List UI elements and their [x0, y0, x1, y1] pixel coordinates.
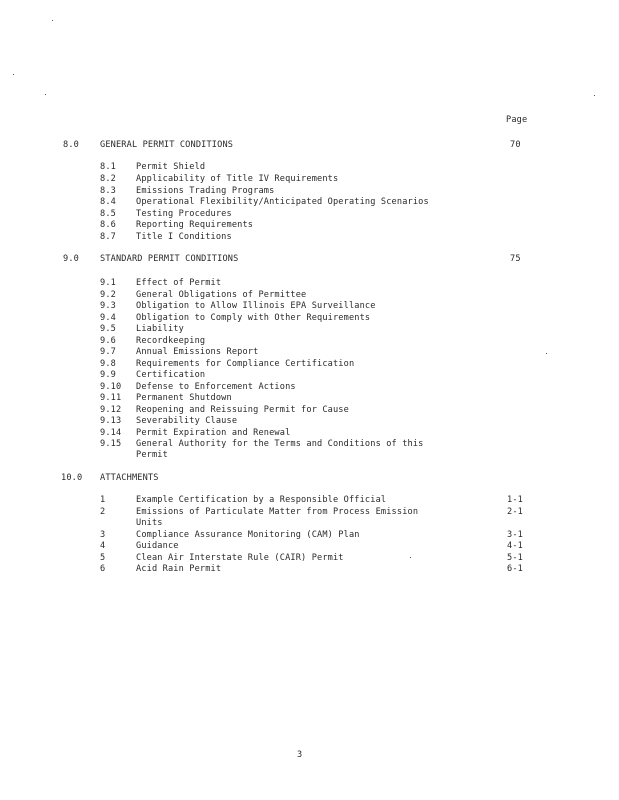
- attachment-page: 5-1: [507, 553, 523, 563]
- toc-item-title: Testing Procedures: [136, 209, 232, 219]
- scan-speck: [546, 353, 547, 354]
- toc-item-title: General Authority for the Terms and Conditions of this: [136, 439, 424, 449]
- attachment-title-continued: Units: [136, 518, 163, 528]
- toc-item-title: Permanent Shutdown: [136, 393, 232, 403]
- toc-item-number: 9.6: [100, 336, 116, 346]
- section-title: ATTACHMENTS: [100, 473, 159, 483]
- toc-item-title-continued: Permit: [136, 450, 168, 460]
- attachment-title: Guidance: [136, 541, 179, 551]
- toc-item-title: Reopening and Reissuing Permit for Cause: [136, 405, 349, 415]
- toc-item-title: Obligation to Allow Illinois EPA Surveillance: [136, 301, 376, 311]
- toc-item-title: Certification: [136, 370, 206, 380]
- section-number: 8.0: [63, 140, 79, 150]
- attachment-title: Example Certification by a Responsible Official: [136, 495, 387, 505]
- attachment-page: 6-1: [507, 564, 523, 574]
- toc-item-title: Obligation to Comply with Other Requirements: [136, 313, 371, 323]
- toc-item-number: 9.13: [100, 416, 122, 426]
- attachment-number: 4: [100, 541, 106, 551]
- scan-speck: [410, 557, 411, 558]
- attachment-page: 4-1: [507, 541, 523, 551]
- section-title: GENERAL PERMIT CONDITIONS: [100, 140, 234, 150]
- toc-item-number: 9.3: [100, 301, 116, 311]
- attachment-page: 3-1: [507, 530, 523, 540]
- scan-speck: [13, 74, 14, 75]
- attachment-number: 2: [100, 507, 106, 517]
- attachment-title: Acid Rain Permit: [136, 564, 222, 574]
- toc-item-number: 9.12: [100, 405, 122, 415]
- scan-speck: [594, 95, 595, 96]
- attachment-number: 5: [100, 553, 106, 563]
- attachment-number: 3: [100, 530, 106, 540]
- toc-item-title: Effect of Permit: [136, 278, 222, 288]
- attachment-title: Clean Air Interstate Rule (CAIR) Permit: [136, 553, 344, 563]
- toc-item-title: Annual Emissions Report: [136, 347, 259, 357]
- toc-item-title: Permit Shield: [136, 162, 206, 172]
- toc-item-number: 8.2: [100, 174, 116, 184]
- page-column-header: Page: [506, 115, 528, 125]
- toc-item-number: 8.3: [100, 186, 116, 196]
- section-title: STANDARD PERMIT CONDITIONS: [100, 254, 239, 264]
- toc-item-number: 8.1: [100, 162, 116, 172]
- toc-item-number: 9.1: [100, 278, 116, 288]
- toc-item-number: 9.5: [100, 324, 116, 334]
- attachment-page: 1-1: [507, 495, 523, 505]
- toc-item-number: 9.10: [100, 382, 122, 392]
- toc-item-title: Recordkeeping: [136, 336, 206, 346]
- toc-item-number: 8.7: [100, 232, 116, 242]
- toc-item-title: Title I Conditions: [136, 232, 232, 242]
- toc-item-title: Liability: [136, 324, 184, 334]
- attachment-page: 2-1: [507, 507, 523, 517]
- attachment-number: 1: [100, 495, 106, 505]
- toc-item-title: Severability Clause: [136, 416, 238, 426]
- toc-item-title: General Obligations of Permittee: [136, 290, 307, 300]
- toc-item-title: Operational Flexibility/Anticipated Operating Scenarios: [136, 197, 429, 207]
- section-number: 9.0: [63, 254, 79, 264]
- toc-item-title: Permit Expiration and Renewal: [136, 428, 291, 438]
- scan-speck: [52, 20, 53, 21]
- attachment-number: 6: [100, 564, 106, 574]
- toc-item-number: 9.8: [100, 359, 116, 369]
- toc-item-number: 8.6: [100, 220, 116, 230]
- section-number: 10.0: [61, 473, 83, 483]
- toc-item-title: Emissions Trading Programs: [136, 186, 275, 196]
- toc-item-title: Defense to Enforcement Actions: [136, 382, 296, 392]
- scan-speck: [45, 94, 46, 95]
- toc-item-title: Applicability of Title IV Requirements: [136, 174, 339, 184]
- toc-item-number: 9.7: [100, 347, 116, 357]
- attachment-title: Emissions of Particulate Matter from Process Emission: [136, 507, 419, 517]
- toc-item-title: Requirements for Compliance Certification: [136, 359, 355, 369]
- toc-item-number: 9.2: [100, 290, 116, 300]
- toc-item-number: 9.4: [100, 313, 116, 323]
- toc-item-number: 8.4: [100, 197, 116, 207]
- section-page: 70: [510, 140, 521, 150]
- toc-item-title: Reporting Requirements: [136, 220, 254, 230]
- page-number: 3: [297, 750, 303, 760]
- section-page: 75: [510, 254, 521, 264]
- toc-item-number: 8.5: [100, 209, 116, 219]
- toc-item-number: 9.15: [100, 439, 122, 449]
- attachment-title: Compliance Assurance Monitoring (CAM) Plan: [136, 530, 360, 540]
- toc-item-number: 9.14: [100, 428, 122, 438]
- toc-item-number: 9.11: [100, 393, 122, 403]
- toc-item-number: 9.9: [100, 370, 116, 380]
